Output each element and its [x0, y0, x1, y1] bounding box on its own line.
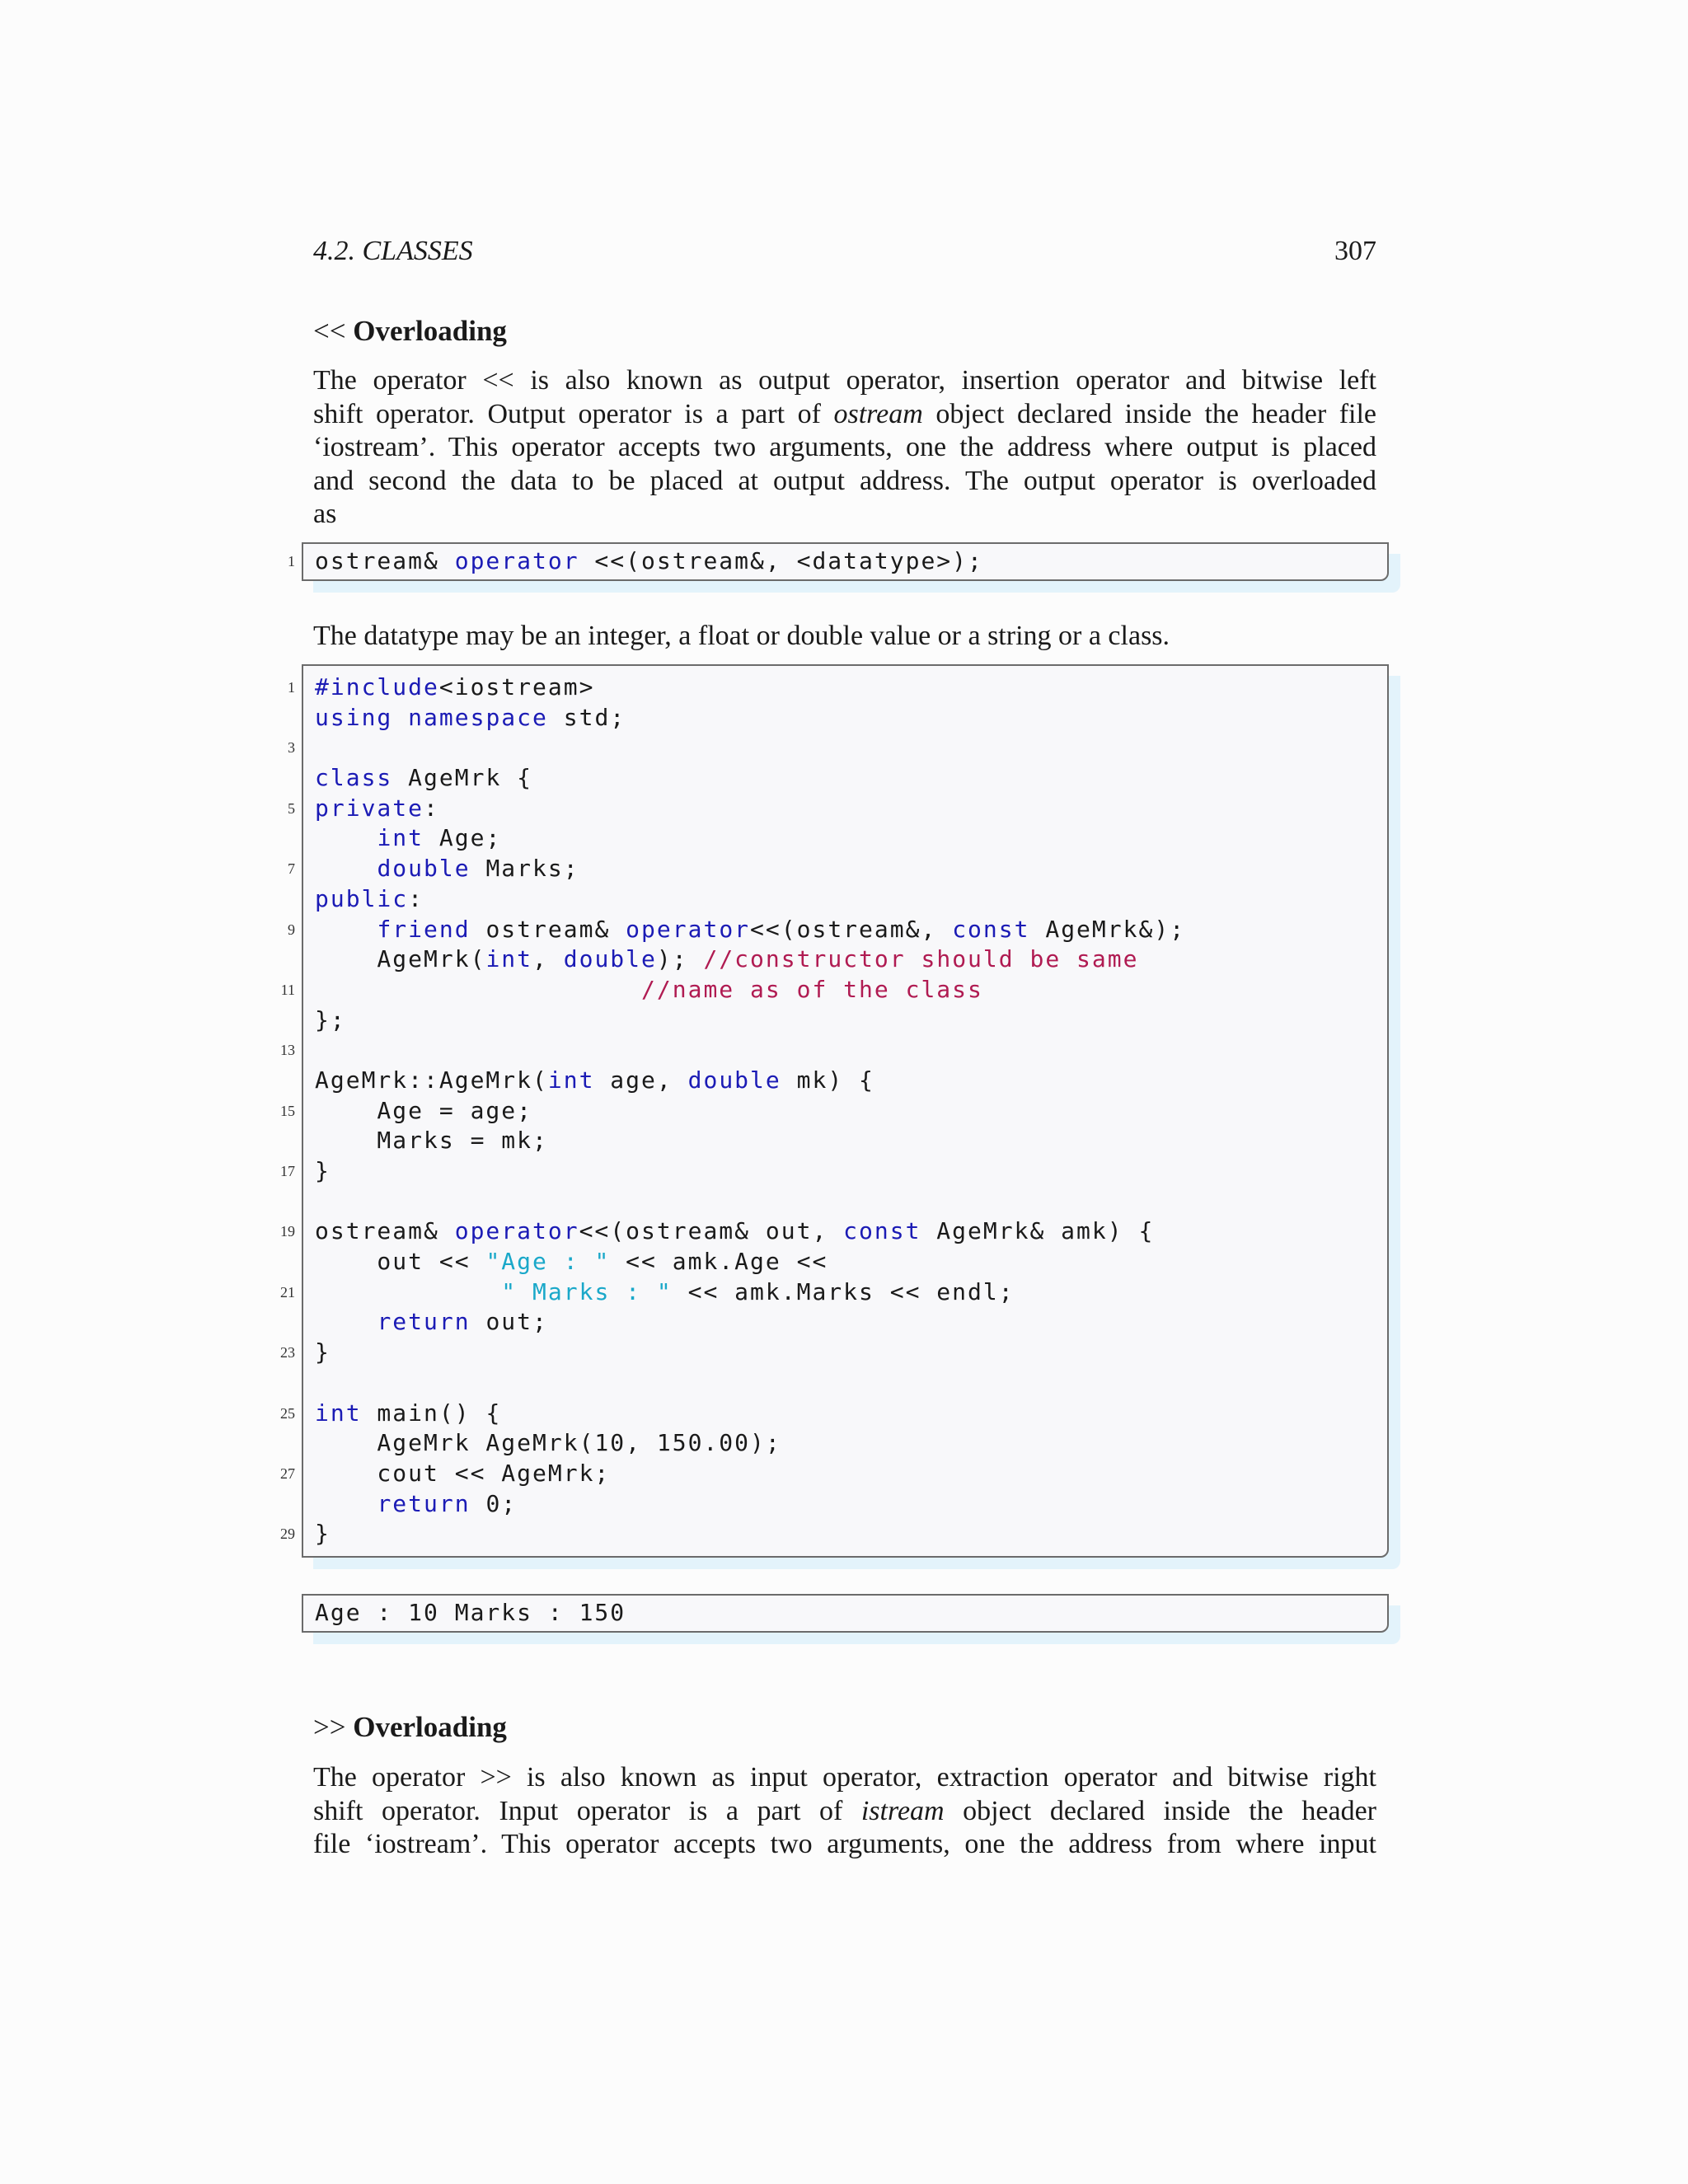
line-number: 27	[280, 1465, 295, 1482]
code-line: };	[315, 1005, 346, 1033]
paragraph-line: shift operator. Input operator is a part of istream object declared inside the header	[313, 1795, 1376, 1826]
line-number: 19	[280, 1223, 295, 1240]
code-comment: //name as of the class	[641, 975, 983, 1003]
code-line: 7 double Marks;	[303, 854, 1387, 884]
code-line: 9 friend ostream& operator<<(ostream&, const AgeMrk&);	[303, 915, 1387, 945]
heading-operator: <<	[313, 315, 346, 347]
paragraph-line: and second the data to be placed at output address. The output operator is overloaded	[313, 465, 1376, 496]
line-number: 15	[280, 1102, 295, 1119]
line-number: 25	[280, 1404, 295, 1422]
paragraph-line: The operator >> is also known as input operator, extraction operator and bitwise right	[313, 1762, 1376, 1793]
code-line: AgeMrk::AgeMrk(int age, double mk) {	[315, 1066, 874, 1094]
line-number: 21	[280, 1283, 295, 1301]
program-output-box	[302, 1594, 1389, 1633]
section-title: 4.2. CLASSES	[313, 236, 473, 266]
code-line: out << "Age : " << amk.Age <<	[315, 1248, 828, 1276]
code-listing-program	[280, 664, 1389, 1558]
code-line: using namespace std;	[315, 703, 626, 731]
code-line: 29 }	[303, 1519, 1387, 1549]
code-line	[303, 1368, 1387, 1399]
code-comment: //constructor should be same	[703, 945, 1139, 973]
heading-word: Overloading	[353, 315, 507, 347]
paragraph-line: shift operator. Output operator is a part of ostream object declared inside the header file	[313, 398, 1377, 429]
code-line: 27 cout << AgeMrk;	[303, 1459, 1387, 1489]
code-line: int Age;	[377, 824, 502, 852]
line-number: 29	[280, 1526, 295, 1543]
heading-word: Overloading	[353, 1711, 507, 1743]
code-line: 17 }	[303, 1156, 1387, 1187]
paragraph-line: The datatype may be an integer, a float or double value or a string or a class.	[313, 621, 1170, 651]
string-literal: " Marks : "	[501, 1277, 673, 1305]
heading-operator: >>	[313, 1711, 346, 1743]
emphasis-ostream: ostream	[833, 398, 923, 429]
paragraph-line: The operator << is also known as output operator, insertion operator and bitwise left	[313, 365, 1376, 396]
code-line: 21 " Marks : " << amk.Marks << endl;	[303, 1277, 1387, 1308]
line-number: 7	[288, 860, 295, 878]
line-number: 13	[280, 1042, 295, 1059]
line-number: 3	[288, 739, 295, 757]
line-number: 5	[288, 799, 295, 817]
code-line	[280, 1035, 1387, 1066]
code-line: 1 #include<iostream>	[303, 673, 1387, 703]
code-line: return out;	[377, 1308, 548, 1336]
code-line: public:	[315, 884, 424, 912]
code-line	[288, 733, 1387, 763]
code-line: 23 }	[303, 1338, 1387, 1368]
code-line: AgeMrk(int, double); //constructor should be same	[315, 945, 1139, 973]
line-number: 9	[288, 921, 295, 938]
paragraph-datatype	[313, 620, 1376, 654]
line-number: 23	[280, 1344, 295, 1361]
code-line	[280, 975, 1387, 1005]
paragraph-line: ‘iostream’. This operator accepts two arguments, one the address where output is placed	[313, 432, 1376, 462]
code-line: AgeMrk AgeMrk(10, 150.00);	[315, 1429, 781, 1457]
running-head	[313, 236, 1376, 272]
paragraph-line: as	[313, 499, 337, 529]
heading-output-overloading	[313, 313, 1376, 349]
code-line: 15 Age = age;	[303, 1096, 1387, 1127]
line-number: 11	[280, 981, 295, 998]
code-line	[303, 1187, 1387, 1217]
paragraph-line: file ‘iostream’. This operator accepts two arguments, one the address from where input	[313, 1829, 1376, 1859]
code-line: Marks = mk;	[315, 1127, 548, 1155]
code-line: 1 ostream& operator <<(ostream&, <datatype>);	[303, 546, 1387, 577]
code-line: 25 int main() {	[303, 1399, 1387, 1429]
line-number: 1	[288, 553, 295, 569]
code-line: class AgeMrk {	[315, 764, 533, 792]
code-line: 19 ostream& operator<<(ostream& out, const AgeMrk& amk) {	[303, 1216, 1387, 1247]
code-listing-declaration	[288, 542, 1389, 581]
page-number: 307	[1334, 236, 1376, 266]
emphasis-istream: istream	[860, 1795, 945, 1826]
heading-input-overloading	[313, 1709, 1376, 1746]
code-line: 5 private:	[303, 794, 1387, 824]
line-number: 1	[288, 679, 295, 696]
paragraph-output-operator	[313, 364, 1376, 532]
string-literal: "Age : "	[485, 1248, 611, 1276]
paragraph-input-operator	[313, 1761, 1376, 1862]
code-line: return 0;	[377, 1489, 518, 1517]
output-line: Age : 10 Marks : 150	[315, 1599, 626, 1626]
line-number: 17	[280, 1163, 295, 1179]
